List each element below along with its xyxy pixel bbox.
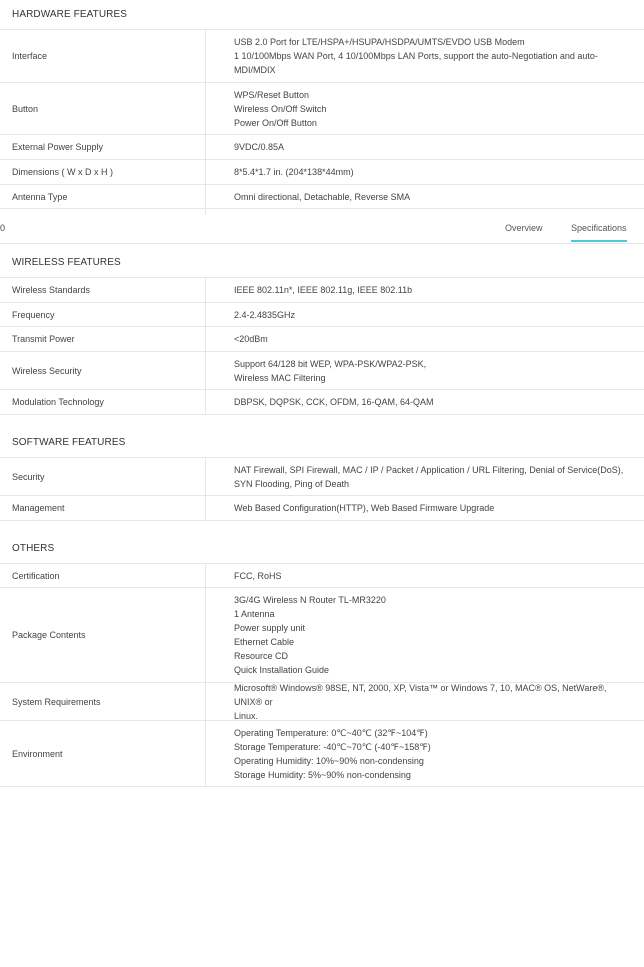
hardware-section (0, 0, 644, 215)
spec-label: Frequency (0, 303, 206, 326)
spec-value-line: Operating Temperature: 0℃~40℃ (32℉~104℉) (234, 727, 428, 738)
spec-value-line: DBPSK, DQPSK, CCK, OFDM, 16-QAM, 64-QAM (234, 397, 434, 407)
spec-row-frequency (0, 303, 644, 327)
spec-value (206, 278, 644, 302)
spec-label: System Requirements (0, 683, 206, 720)
spec-value (206, 683, 644, 720)
spec-value (206, 390, 644, 414)
spec-value-line: 1 Antenna (234, 609, 275, 619)
spec-value-line: <20dBm (234, 334, 268, 344)
spec-row-transmit-power (0, 327, 644, 352)
spec-table-software (0, 458, 644, 521)
spec-label: Wireless Security (0, 352, 206, 389)
spec-value-line: Microsoft® Windows® 98SE, NT, 2000, XP, Vista™ or Windows 7, 10, MAC® OS, NetWare®, UNIX® or (234, 682, 607, 707)
spec-table-others (0, 564, 644, 787)
spec-value-line: 9VDC/0.85A (234, 142, 285, 152)
others-section (0, 534, 644, 787)
spec-value (206, 303, 644, 326)
tab-overview[interactable]: Overview (505, 223, 543, 233)
spec-value (206, 30, 644, 82)
spec-value-line: Omni directional, Detachable, Reverse SMA (234, 191, 411, 202)
spec-label: Transmit Power (0, 327, 206, 351)
spec-value (206, 327, 644, 351)
spec-value-line: Wireless On/Off Switch (234, 103, 327, 114)
spec-value (206, 458, 644, 495)
spec-value-line: Power supply unit (234, 623, 306, 633)
section-title-software: SOFTWARE FEATURES (0, 428, 644, 458)
spec-label: Wireless Standards (0, 278, 206, 302)
spec-row-management (0, 496, 644, 521)
spec-row-interface (0, 30, 644, 83)
spec-label: Button (0, 83, 206, 134)
spec-value-line: Storage Temperature: -40℃~70℃ (-40℉~158℉) (234, 741, 431, 752)
spec-value-line: IEEE 802.11n*, IEEE 802.11g, IEEE 802.11b (234, 285, 413, 295)
spec-row-modulation-technology (0, 390, 644, 415)
spec-value (206, 135, 644, 159)
spec-value-line: FCC, RoHS (234, 570, 282, 581)
spec-row-button (0, 83, 644, 135)
spec-label: Dimensions ( W x D x H ) (0, 160, 206, 184)
spec-row-dimensions (0, 160, 644, 185)
spec-value-line: USB 2.0 Port for LTE/HSPA+/HSUPA/HSDPA/UMTS/EVDO USB Modem (234, 37, 525, 47)
spec-value (206, 352, 644, 389)
spec-value-line: Linux. (234, 710, 259, 721)
spec-label: Certification (0, 564, 206, 587)
wireless-section (0, 248, 644, 415)
spec-label: Management (0, 496, 206, 520)
spec-label: Interface (0, 30, 206, 82)
spec-value (206, 564, 644, 587)
spec-row-external-power-supply (0, 135, 644, 160)
spec-label: Antenna Type (0, 185, 206, 208)
spec-row-package-contents (0, 588, 644, 683)
spec-value-line: Storage Humidity: 5%~90% non-condensing (234, 769, 411, 780)
spec-value (206, 83, 644, 134)
tab-specifications[interactable] (571, 223, 627, 233)
spec-table-hardware (0, 30, 644, 215)
spec-table-wireless (0, 278, 644, 415)
spec-value-line: SYN Flooding, Ping of Death (234, 478, 350, 489)
spec-row-security (0, 458, 644, 496)
spec-label: Modulation Technology (0, 390, 206, 414)
software-section (0, 428, 644, 521)
spec-value-line: 1 10/100Mbps WAN Port, 4 10/100Mbps LAN Ports, support the auto-Negotiation and auto- (234, 51, 598, 61)
spec-value-line: WPS/Reset Button (234, 89, 310, 100)
spec-value-line: Support 64/128 bit WEP, WPA-PSK/WPA2-PSK, (234, 358, 427, 369)
spec-value-line: Web Based Configuration(HTTP), Web Based Firmware Upgrade (234, 503, 495, 513)
spec-value-line: 8*5.4*1.7 in. (204*138*44mm) (234, 167, 354, 177)
spec-value-line: 3G/4G Wireless N Router TL-MR3220 (234, 595, 386, 605)
section-title-wireless: WIRELESS FEATURES (0, 248, 644, 278)
spec-row-environment (0, 721, 644, 787)
cut-off-text: 0 (0, 223, 6, 233)
spec-value-line: Wireless MAC Filtering (234, 372, 326, 383)
spec-row-system-requirements (0, 683, 644, 721)
spec-label: Environment (0, 721, 206, 786)
spec-value-line: Resource CD (234, 651, 289, 661)
section-title-others: OTHERS (0, 534, 644, 564)
spec-value-line: Power On/Off Button (234, 117, 317, 128)
spec-value-line: NAT Firewall, SPI Firewall, MAC / IP / Packet / Application / URL Filtering, Denial of Service(DoS), (234, 464, 624, 475)
spec-value (206, 721, 644, 786)
spec-row-antenna-type (0, 185, 644, 209)
spec-value (206, 588, 644, 682)
spec-value-line: Operating Humidity: 10%~90% non-condensing (234, 755, 424, 766)
spec-value-line: 2.4-2.4835GHz (234, 309, 296, 320)
spec-value-line: MDI/MDIX (234, 65, 276, 75)
section-title-hardware: HARDWARE FEATURES (0, 0, 644, 30)
spec-value (206, 185, 644, 208)
spec-value-line: Ethernet Cable (234, 637, 295, 647)
active-tab-indicator (571, 240, 627, 242)
spec-row-wireless-standards (0, 278, 644, 303)
spec-value (206, 496, 644, 520)
spec-value (206, 160, 644, 184)
spec-row-certification (0, 564, 644, 588)
spec-value-line: Quick Installation Guide (234, 665, 330, 675)
spec-label: External Power Supply (0, 135, 206, 159)
spec-row-wireless-security (0, 352, 644, 390)
spec-label: Security (0, 458, 206, 495)
spec-label: Package Contents (0, 588, 206, 682)
tab-specifications-label: Specifications (571, 223, 627, 233)
product-tab-bar (0, 215, 644, 244)
